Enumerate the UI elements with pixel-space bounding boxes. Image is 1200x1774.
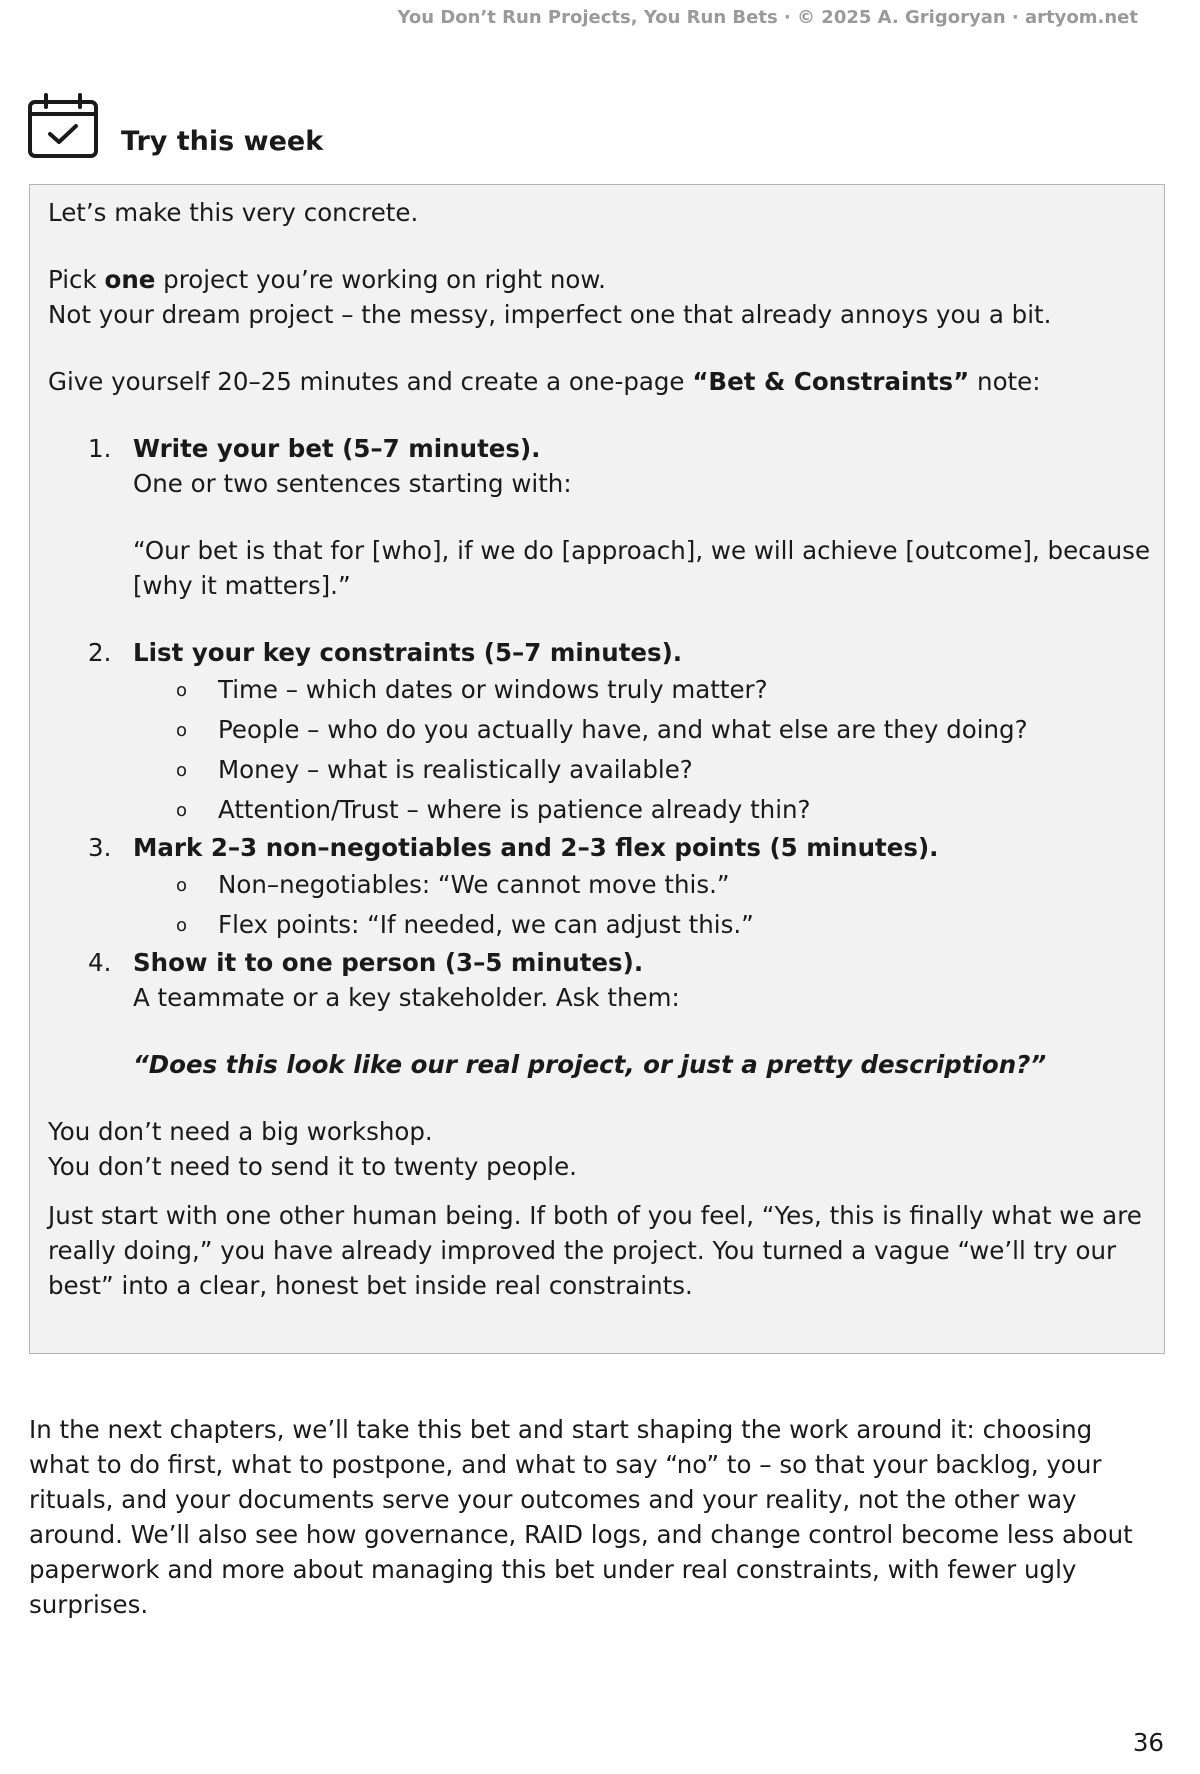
calendar-check-icon [28,92,100,160]
pick-one-text: Pick one project you’re working on right now. [48,265,606,294]
step-title: Write your bet (5–7 minutes). [133,434,541,463]
intro-text: Let’s make this very concrete. [48,198,419,227]
step-4 [48,945,1146,1082]
step-number: 4. [88,948,112,977]
step-1 [48,431,1151,603]
review-question: “Does this look like our real project, or just a pretty description?” [133,1050,1047,1079]
final-paragraph-line: really doing,” you have already improved the project. You turned a vague “we’ll try our [48,1236,1117,1265]
list-item: o Time – which dates or windows truly matter? [176,675,768,704]
running-header: You Don’t Run Projects, You Run Bets · © 2025 A. Grigoryan · artyom.net [397,7,1138,28]
step-2 [48,635,1146,670]
bet-template-quote: “Our bet is that for [who], if we do [approach], we will achieve [outcome], because [133,536,1151,565]
no-workshop-text: You don’t need a big workshop. [48,1117,433,1146]
list-item: o Money – what is realistically available? [176,755,693,784]
list-item: o Non–negotiables: “We cannot move this.” [176,870,730,899]
step-title: Show it to one person (3–5 minutes). [133,948,644,977]
step-title: Mark 2–3 non–negotiables and 2–3 flex points (5 minutes). [133,833,939,862]
step-number: 2. [88,638,112,667]
step-number: 1. [88,434,112,463]
no-twenty-text: You don’t need to send it to twenty people. [48,1152,577,1181]
not-dream-text: Not your dream project – the messy, imperfect one that already annoys you a bit. [48,300,1052,329]
list-item: o People – who do you actually have, and what else are they doing? [176,715,1028,744]
step-number: 3. [88,833,112,862]
page-number: 36 [1132,1728,1164,1757]
step-text: A teammate or a key stakeholder. Ask them: [133,983,680,1012]
final-paragraph-line: best” into a clear, honest bet inside real constraints. [48,1271,693,1300]
step-3 [48,830,1146,865]
list-item: o Flex points: “If needed, we can adjust this.” [176,910,754,939]
bet-template-quote-cont: [why it matters].” [133,571,351,600]
give-yourself-text: Give yourself 20–25 minutes and create a one-page “Bet & Constraints” note: [48,367,1041,396]
step-title: List your key constraints (5–7 minutes). [133,638,683,667]
closing-paragraph: In the next chapters, we’ll take this bet and start shaping the work around it: choosing what to do first, what to postpone, and what to say “no” to – so that your backlog, your rituals, and your documents serve your outcomes and your reality, not the other way around. We’ll also see how governance, RAID logs, and change control become less about paperwork and more about managing this bet under real constraints, with fewer ugly surprises. [29,1415,1133,1619]
final-paragraph-line: Just start with one other human being. If both of you feel, “Yes, this is finally what we are [48,1201,1142,1230]
list-item: o Attention/Trust – where is patience already thin? [176,795,811,824]
try-this-week-box [29,184,1165,1354]
step-text: One or two sentences starting with: [133,469,572,498]
section-title: Try this week [121,126,324,157]
